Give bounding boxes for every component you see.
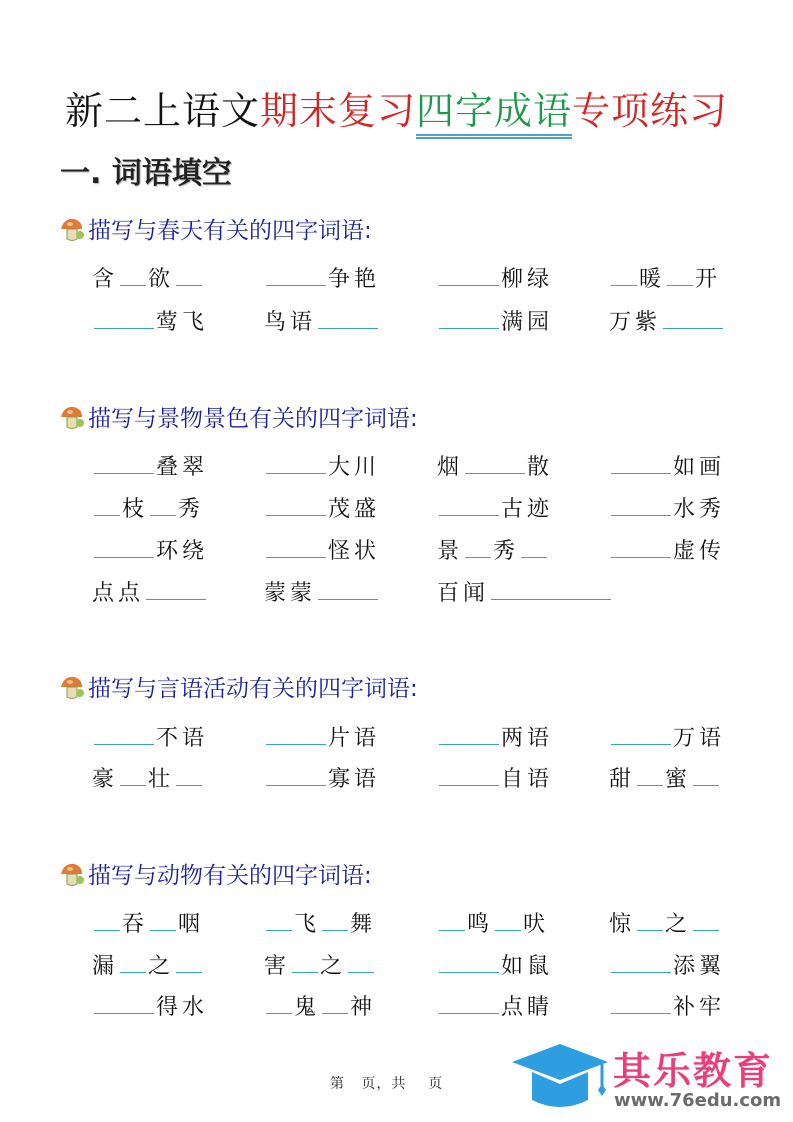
idiom-text: 水秀 [673, 497, 726, 522]
idiom-text: 茂盛 [328, 497, 381, 522]
fill-blank[interactable] [150, 495, 176, 516]
idiom-item [92, 265, 204, 295]
category-heading-label: 描写与动物有关的四字词语: [88, 863, 372, 889]
idiom-text: 如画 [673, 455, 726, 480]
title-part-1: 新二上语文 [64, 89, 260, 133]
idiom-text: 如鼠 [501, 954, 554, 979]
idiom-text: 烟 [437, 455, 464, 480]
idiom-text: 秀 [493, 539, 520, 564]
fill-blank[interactable] [146, 579, 206, 600]
idiom-item [92, 495, 204, 525]
idiom-item [437, 579, 613, 609]
idiom-item [92, 765, 204, 795]
idiom-text: 飞 [294, 912, 321, 937]
fill-blank[interactable] [495, 910, 521, 931]
fill-blank[interactable] [611, 453, 671, 474]
fill-blank[interactable] [292, 952, 318, 973]
fill-blank[interactable] [94, 910, 120, 931]
idiom-text: 神 [350, 995, 377, 1020]
exercise-row [92, 952, 742, 982]
exercise-row [92, 308, 742, 338]
idiom-item [437, 537, 549, 567]
idiom-text: 莺飞 [156, 310, 209, 335]
fill-blank[interactable] [439, 765, 499, 786]
fill-blank[interactable] [266, 495, 326, 516]
idiom-item [609, 952, 725, 982]
idiom-item [92, 993, 208, 1023]
fill-blank[interactable] [266, 910, 292, 931]
fill-blank[interactable] [176, 765, 202, 786]
category-heading-label: 描写与言语活动有关的四字词语: [88, 676, 418, 702]
idiom-item [264, 265, 380, 295]
brand-url: www.76edu.com [614, 1090, 782, 1111]
title-part-2: 期末复习 [259, 89, 416, 133]
fill-blank[interactable] [94, 993, 154, 1014]
category-heading [58, 212, 372, 245]
fill-blank[interactable] [693, 765, 719, 786]
idiom-item [437, 453, 553, 483]
idiom-text: 漏 [92, 954, 119, 979]
category-heading [58, 857, 372, 890]
idiom-text: 万紫 [609, 310, 662, 335]
idiom-text: 添翼 [673, 954, 726, 979]
idiom-text: 两语 [501, 726, 554, 751]
idiom-item [609, 724, 725, 754]
mushroom-icon [58, 403, 86, 431]
fill-blank[interactable] [94, 453, 154, 474]
idiom-item [92, 952, 204, 982]
mushroom-icon [58, 860, 86, 888]
idiom-item [264, 537, 380, 567]
page-number: 第 页，共 页 [330, 1076, 444, 1092]
idiom-text: 壮 [148, 767, 175, 792]
idiom-text: 古迹 [501, 497, 554, 522]
section-heading: 一. 词语填空 [60, 156, 232, 191]
mushroom-icon [58, 673, 86, 701]
idiom-item [437, 724, 553, 754]
fill-blank[interactable] [94, 308, 154, 329]
idiom-text: 鸟语 [264, 310, 317, 335]
idiom-text: 得水 [156, 995, 209, 1020]
idiom-text: 叠翠 [156, 455, 209, 480]
fill-blank[interactable] [266, 453, 326, 474]
fill-blank[interactable] [176, 952, 202, 973]
idiom-item [609, 453, 725, 483]
idiom-text: 点睛 [501, 995, 554, 1020]
fill-blank[interactable] [120, 952, 146, 973]
idiom-text: 惊 [609, 912, 636, 937]
idiom-text: 虚传 [673, 539, 726, 564]
idiom-item [609, 765, 721, 795]
fill-blank[interactable] [611, 952, 671, 973]
idiom-item [437, 308, 553, 338]
idiom-text: 枝 [122, 497, 149, 522]
idiom-text: 吠 [523, 912, 550, 937]
fill-blank[interactable] [266, 765, 326, 786]
fill-blank[interactable] [439, 495, 499, 516]
idiom-text: 含 [92, 267, 119, 292]
idiom-text: 柳绿 [501, 267, 554, 292]
idiom-item [92, 724, 208, 754]
idiom-item [264, 765, 380, 795]
fill-blank[interactable] [318, 579, 378, 600]
idiom-text: 秀 [178, 497, 205, 522]
fill-blank[interactable] [637, 910, 663, 931]
exercise-row [92, 910, 742, 940]
fill-blank[interactable] [94, 537, 154, 558]
idiom-text: 点点 [92, 581, 145, 606]
idiom-text: 咽 [178, 912, 205, 937]
idiom-text: 环绕 [156, 539, 209, 564]
fill-blank[interactable] [318, 308, 378, 329]
fill-blank[interactable] [611, 495, 671, 516]
exercise-row [92, 495, 742, 525]
idiom-text: 寡语 [328, 767, 381, 792]
fill-blank[interactable] [266, 265, 326, 286]
idiom-item [92, 453, 208, 483]
category-heading-label: 描写与景物景色有关的四字词语: [88, 406, 418, 432]
idiom-text: 豪 [92, 767, 119, 792]
idiom-item [437, 265, 553, 295]
idiom-item [609, 537, 725, 567]
idiom-text: 片语 [328, 726, 381, 751]
brand-name: 其乐教育 [613, 1049, 774, 1093]
fill-blank[interactable] [465, 537, 491, 558]
fill-blank[interactable] [693, 910, 719, 931]
idiom-item [264, 910, 376, 940]
idiom-item [437, 495, 553, 525]
fill-blank[interactable] [176, 265, 202, 286]
fill-blank[interactable] [439, 952, 499, 973]
exercise-row [92, 993, 742, 1023]
idiom-item [609, 910, 721, 940]
page-title [0, 80, 793, 135]
idiom-text: 万语 [673, 726, 726, 751]
idiom-text: 蒙蒙 [264, 581, 317, 606]
idiom-item [609, 993, 725, 1023]
idiom-item [264, 579, 380, 609]
idiom-item [264, 453, 380, 483]
fill-blank[interactable] [348, 952, 374, 973]
fill-blank[interactable] [94, 724, 154, 745]
idiom-item [437, 993, 553, 1023]
idiom-item [92, 308, 208, 338]
idiom-text: 自语 [501, 767, 554, 792]
exercise-row [92, 453, 742, 483]
idiom-text: 之 [665, 912, 692, 937]
fill-blank[interactable] [439, 993, 499, 1014]
fill-blank[interactable] [663, 308, 723, 329]
fill-blank[interactable] [521, 537, 547, 558]
idiom-text: 欲 [148, 267, 175, 292]
fill-blank[interactable] [439, 724, 499, 745]
idiom-text: 补牢 [673, 995, 726, 1020]
fill-blank[interactable] [322, 910, 348, 931]
idiom-item [92, 579, 208, 609]
idiom-text: 开 [695, 267, 722, 292]
mushroom-icon [58, 215, 86, 243]
idiom-text: 景 [437, 539, 464, 564]
exercise-row [92, 724, 742, 754]
idiom-item [264, 495, 380, 525]
fill-blank[interactable] [439, 910, 465, 931]
fill-blank[interactable] [150, 910, 176, 931]
idiom-item [264, 993, 376, 1023]
graduation-cap-icon [510, 1042, 610, 1117]
idiom-item [264, 308, 380, 338]
fill-blank[interactable] [611, 993, 671, 1014]
fill-blank[interactable] [94, 495, 120, 516]
idiom-text: 怪状 [328, 539, 381, 564]
fill-blank[interactable] [120, 265, 146, 286]
idiom-text: 暖 [639, 267, 666, 292]
category-heading [58, 400, 418, 433]
idiom-item [264, 952, 376, 982]
fill-blank[interactable] [266, 993, 292, 1014]
exercise-row [92, 579, 742, 609]
idiom-text: 害 [264, 954, 291, 979]
idiom-item [437, 910, 549, 940]
idiom-text: 鬼 [294, 995, 321, 1020]
fill-blank[interactable] [611, 265, 637, 286]
fill-blank[interactable] [637, 765, 663, 786]
idiom-text: 满园 [501, 310, 554, 335]
idiom-text: 大川 [328, 455, 381, 480]
idiom-item [609, 265, 721, 295]
idiom-text: 散 [527, 455, 554, 480]
fill-blank[interactable] [491, 579, 611, 600]
idiom-item [437, 952, 553, 982]
title-part-4: 专项练习 [572, 89, 729, 133]
fill-blank[interactable] [465, 453, 525, 474]
idiom-text: 之 [148, 954, 175, 979]
idiom-text: 之 [320, 954, 347, 979]
idiom-text: 不语 [156, 726, 209, 751]
fill-blank[interactable] [611, 724, 671, 745]
fill-blank[interactable] [266, 537, 326, 558]
title-part-3: 四字成语 [416, 89, 572, 139]
fill-blank[interactable] [439, 308, 499, 329]
fill-blank[interactable] [611, 537, 671, 558]
idiom-text: 鸣 [467, 912, 494, 937]
idiom-item [437, 765, 553, 795]
fill-blank[interactable] [322, 993, 348, 1014]
exercise-row [92, 765, 742, 795]
idiom-item [609, 308, 725, 338]
fill-blank[interactable] [266, 724, 326, 745]
idiom-text: 蜜 [665, 767, 692, 792]
fill-blank[interactable] [439, 265, 499, 286]
idiom-item [264, 724, 380, 754]
idiom-text: 舞 [350, 912, 377, 937]
brand-logo [510, 1042, 790, 1117]
idiom-text: 甜 [609, 767, 636, 792]
fill-blank[interactable] [120, 765, 146, 786]
idiom-item [92, 537, 208, 567]
idiom-text: 百闻 [437, 581, 490, 606]
idiom-text: 争艳 [328, 267, 381, 292]
exercise-row [92, 537, 742, 567]
category-heading [58, 670, 418, 703]
idiom-item [92, 910, 204, 940]
fill-blank[interactable] [667, 265, 693, 286]
category-heading-label: 描写与春天有关的四字词语: [88, 218, 372, 244]
exercise-row [92, 265, 742, 295]
idiom-item [609, 495, 725, 525]
idiom-text: 吞 [122, 912, 149, 937]
